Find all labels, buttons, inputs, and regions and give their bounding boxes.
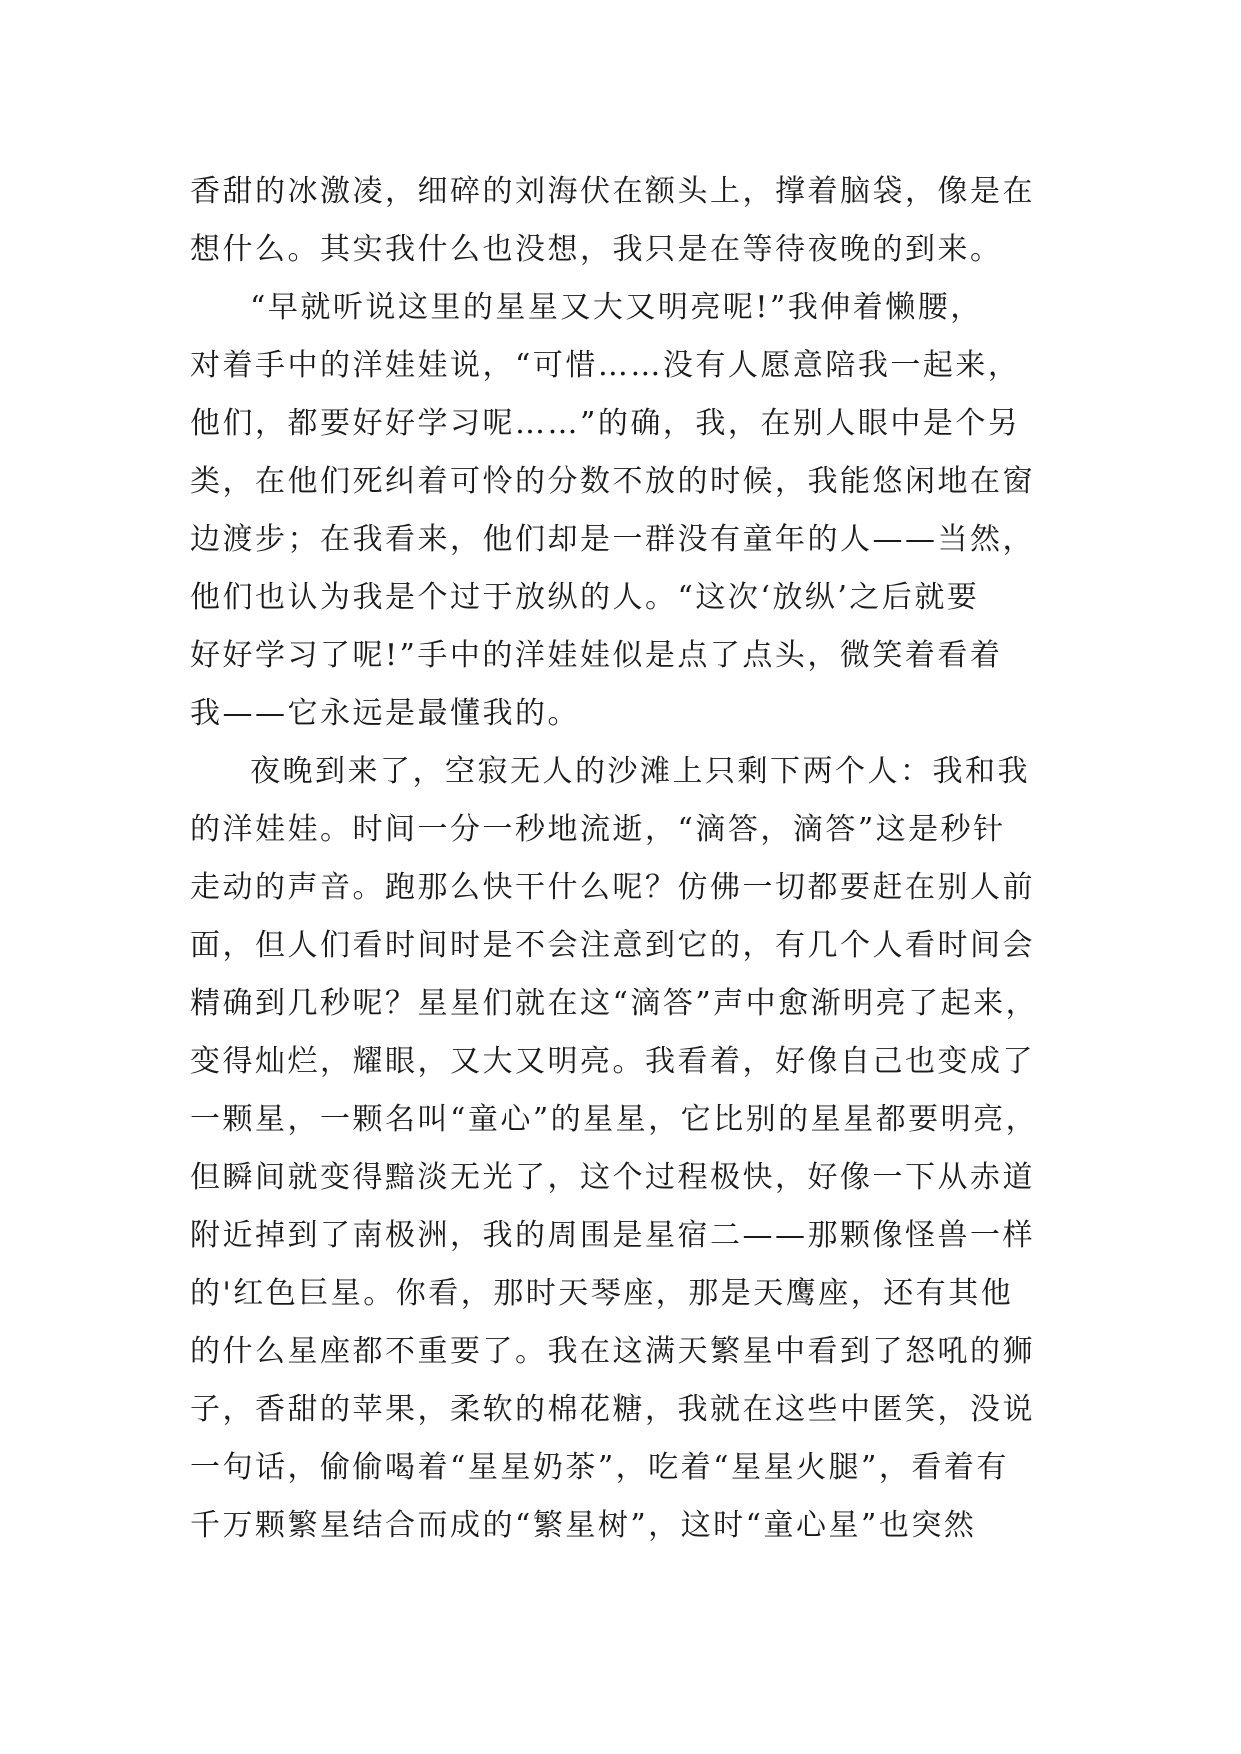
text-line: 面，但人们看时间时是不会注意到它的，有几个人看时间会 xyxy=(190,928,1035,963)
text-line: 的什么星座都不重要了。我在这满天繁星中看到了怒吼的狮 xyxy=(190,1334,1035,1369)
text-line: 对着手中的洋娃娃说，“可惜……没有人愿意陪我一起来， xyxy=(190,348,1021,383)
text-line: 想什么。其实我什么也没想，我只是在等待夜晚的到来。 xyxy=(190,232,1003,267)
text-line: 香甜的冰激凌，细碎的刘海伏在额头上，撑着脑袋，像是在 xyxy=(190,174,1035,209)
text-line: 精确到几秒呢？星星们就在这“滴答”声中愈渐明亮了起来， xyxy=(190,986,1039,1021)
text-line: 但瞬间就变得黯淡无光了，这个过程极快，好像一下从赤道 xyxy=(190,1160,1035,1195)
text-line: 的洋娃娃。时间一分一秒地流逝，“滴答，滴答”这是秒针 xyxy=(190,812,1006,847)
text-line: 他们也认为我是个过于放纵的人。“这次‘放纵’之后就要 xyxy=(190,580,980,615)
body-text xyxy=(190,163,1050,1555)
paragraph-start-line: 夜晚到来了，空寂无人的沙滩上只剩下两个人：我和我 xyxy=(250,754,1030,789)
text-line: 走动的声音。跑那么快干什么呢？仿佛一切都要赶在别人前 xyxy=(190,870,1035,905)
text-line: 一颗星，一颗名叫“童心”的星星，它比别的星星都要明亮， xyxy=(190,1102,1039,1137)
text-line: 他们，都要好好学习呢……”的确，我，在别人眼中是个另 xyxy=(190,406,1021,441)
text-line: 我——它永远是最懂我的。 xyxy=(190,696,580,731)
paragraph-start-line: “早就听说这里的星星又大又明亮呢!”我伸着懒腰， xyxy=(250,290,983,325)
text-line: 千万颗繁星结合而成的“繁星树”，这时“童心星”也突然 xyxy=(190,1508,977,1543)
text-line: 类，在他们死纠着可怜的分数不放的时候，我能悠闲地在窗 xyxy=(190,464,1035,499)
text-line: 边渡步；在我看来，他们却是一群没有童年的人——当然， xyxy=(190,522,1035,557)
text-line: 变得灿烂，耀眼，又大又明亮。我看着，好像自己也变成了 xyxy=(190,1044,1035,1079)
text-line: 子，香甜的苹果，柔软的棉花糖，我就在这些中匿笑，没说 xyxy=(190,1392,1035,1427)
text-line: 附近掉到了南极洲，我的周围是星宿二——那颗像怪兽一样 xyxy=(190,1218,1035,1253)
text-line: 好好学习了呢!”手中的洋娃娃似是点了点头，微笑着看着 xyxy=(190,638,1003,673)
text-line: 的'红色巨星。你看，那时天琴座，那是天鹰座，还有其他 xyxy=(190,1276,1014,1311)
text-line: 一句话，偷偷喝着“星星奶茶”，吃着“星星火腿”，看着有 xyxy=(190,1450,1009,1485)
